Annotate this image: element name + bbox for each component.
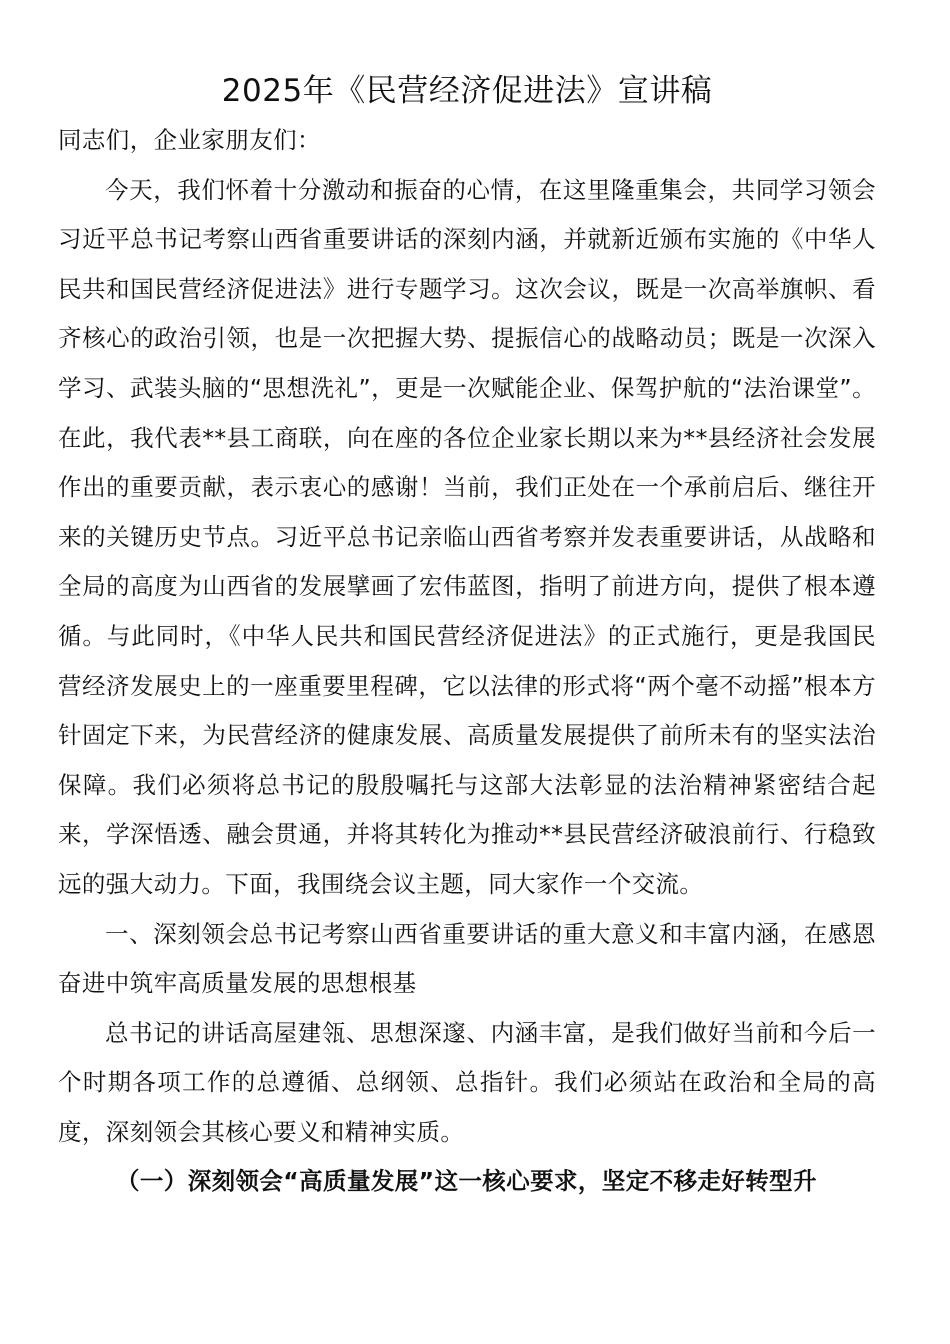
opening-paragraph: 今天，我们怀着十分激动和振奋的心情，在这里隆重集会，共同学习领会习近平总书记考察山西省重要讲话的深刻内涵，并就新近颁布实施的《中华人民共和国民营经济促进法》进行专题学习。这次会议，既是一次高举旗帜、看齐核心的政治引领，也是一次把握大势、提振信心的战略动员；既是一次深入学习、武装头脑的“思想洗礼”，更是一次赋能企业、保驾护航的“法治课堂”。在此，我代表**县工商联，向在座的各位企业家长期以来为**县经济社会发展作出的重要贡献，表示衷心的感谢！当前，我们正处在一个承前启后、继往开来的关键历史节点。习近平总书记亲临山西省考察并发表重要讲话，从战略和全局的高度为山西省的发展擘画了宏伟蓝图，指明了前进方向，提供了根本遵循。与此同时，《中华人民共和国民营经济促进法》的正式施行，更是我国民营经济发展史上的一座重要里程碑，它以法律的形式将“两个毫不动摇”根本方针固定下来，为民营经济的健康发展、高质量发展提供了前所未有的坚实法治保障。我们必须将总书记的殷殷嘱托与这部大法彰显的法治精神紧密结合起来，学深悟透、融会贯通，并将其转化为推动**县民营经济破浪前行、行稳致远的强大动力。下面，我围绕会议主题，同大家作一个交流。 <box>58 175 876 898</box>
greeting: 同志们，企业家朋友们： <box>58 126 321 154</box>
section-heading: 一、深刻领会总书记考察山西省重要讲话的重大意义和丰富内涵，在感恩奋进中筑牢高质量发展的思想根基 <box>58 919 876 998</box>
sub-heading: （一）深刻领会“高质量发展”这一核心要求，坚定不移走好转型升 <box>116 1167 817 1196</box>
section-paragraph: 总书记的讲话高屋建瓴、思想深邃、内涵丰富，是我们做好当前和今后一个时期各项工作的总遵循、总纲领、总指针。我们必须站在政治和全局的高度，深刻领会其核心要义和精神实质。 <box>58 1018 876 1146</box>
document-title: 2025年《民营经济促进法》宣讲稿 <box>221 73 713 109</box>
